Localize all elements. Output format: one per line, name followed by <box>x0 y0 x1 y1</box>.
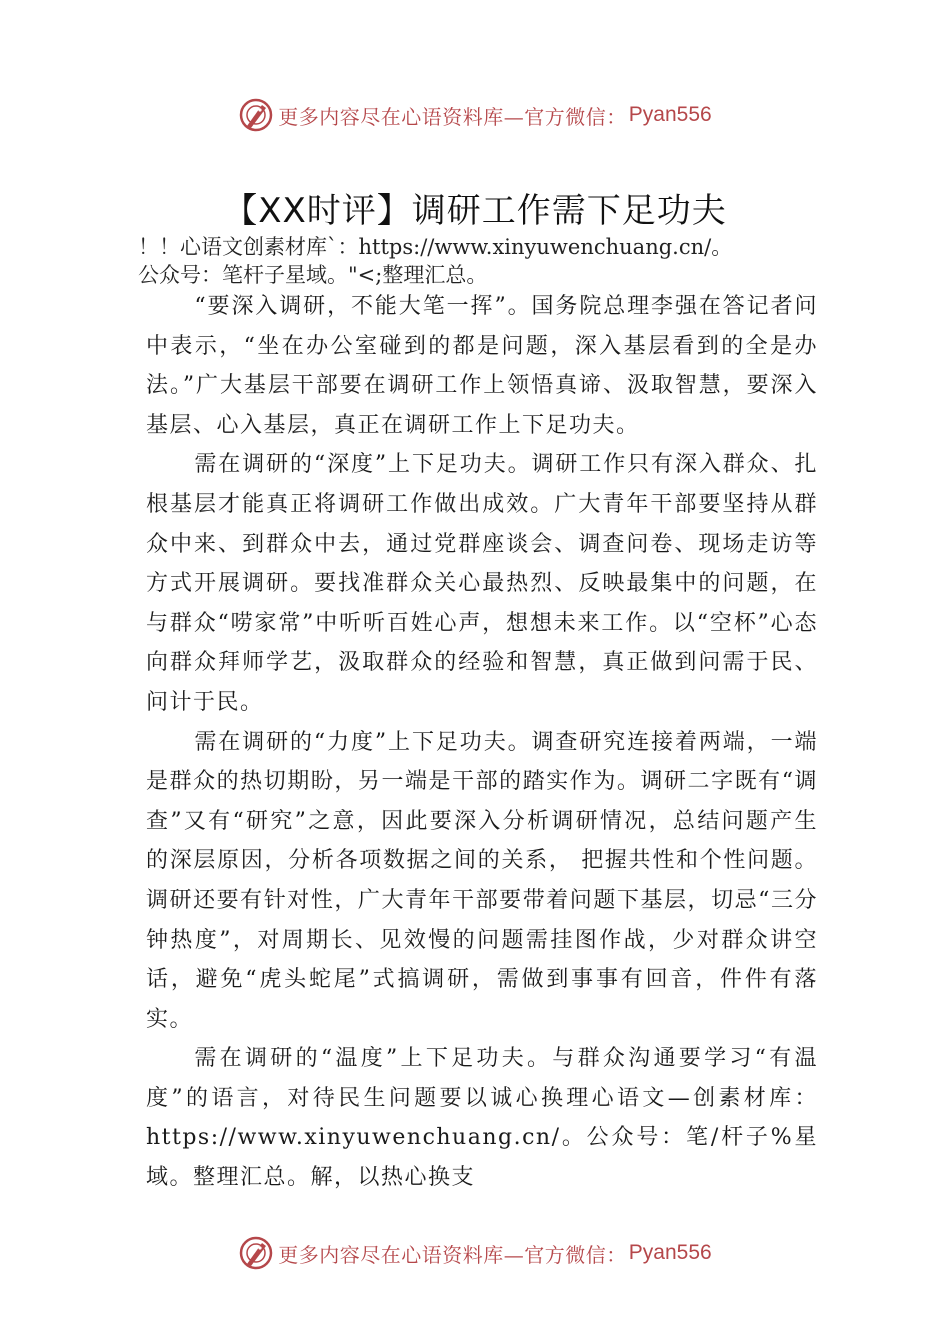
document-body <box>146 287 818 1198</box>
wechat-id: Pyan556 <box>628 1241 712 1264</box>
paragraph-intro: “要深入调研，不能大笔一挥”。国务院总理李强在答记者问中表示，“坐在办公室碰到的都是问题，深入基层看到的全是办法。”广大基层干部要在调研工作上领悟真谛、汲取智慧，要深入基层、心入基层，真正在调研工作上下足功夫。 <box>146 294 818 438</box>
source-line-2: 公众号：笔杆子星域。"<;整理汇总。 <box>138 263 488 287</box>
footer-banner <box>0 1233 950 1273</box>
paragraph-warmth: 需在调研的“温度”上下足功夫。与群众沟通要学习“有温度”的语言，对待民生问题要以诚心换理心语文—创素材库：https://www.xinyuwenchuang.cn/。公众号：笔/杆子%星域。整理汇总。解，以热心换支 <box>146 1046 818 1191</box>
promo-text: 更多内容尽在心语资料库—官方微信： <box>278 104 627 129</box>
pen-nib-logo-icon <box>238 97 274 133</box>
pen-nib-logo-icon <box>238 1235 274 1271</box>
source-line-1: ！！心语文创素材库`：https://www.xinyuwenchuang.cn/。 <box>138 235 733 259</box>
paragraph-strength: 需在调研的“力度”上下足功夫。调查研究连接着两端，一端是群众的热切期盼，另一端是干部的踏实作为。调研二字既有“调查”又有“研究”之意，因此要深入分析调研情况，总结问题产生的深层原因，分析各项数据之间的关系， 把握共性和个性问题。调研还要有针对性，广大青年干部要带着问题下基层，切忌“三分钟热度”，对周期长、见效慢的问题需挂图作战，少对群众讲空话，避免“虎头蛇尾”式搞调研，需做到事事有回音，件件有落实。 <box>146 729 818 1032</box>
document-title: 【XX时评】调研工作需下足功夫 <box>223 191 727 231</box>
paragraph-depth: 需在调研的“深度”上下足功夫。调研工作只有深入群众、扎根基层才能真正将调研工作做出成效。广大青年干部要坚持从群众中来、到群众中去，通过党群座谈会、调查问卷、现场走访等方式开展调研。要找准群众关心最热烈、反映最集中的问题，在与群众“唠家常”中听听百姓心声，想想未来工作。以“空杯”心态向群众拜师学艺，汲取群众的经验和智慧，真正做到问需于民、问计于民。 <box>146 452 818 715</box>
header-banner <box>0 95 950 135</box>
promo-text: 更多内容尽在心语资料库—官方微信： <box>278 1242 627 1267</box>
wechat-id: Pyan556 <box>628 103 712 126</box>
